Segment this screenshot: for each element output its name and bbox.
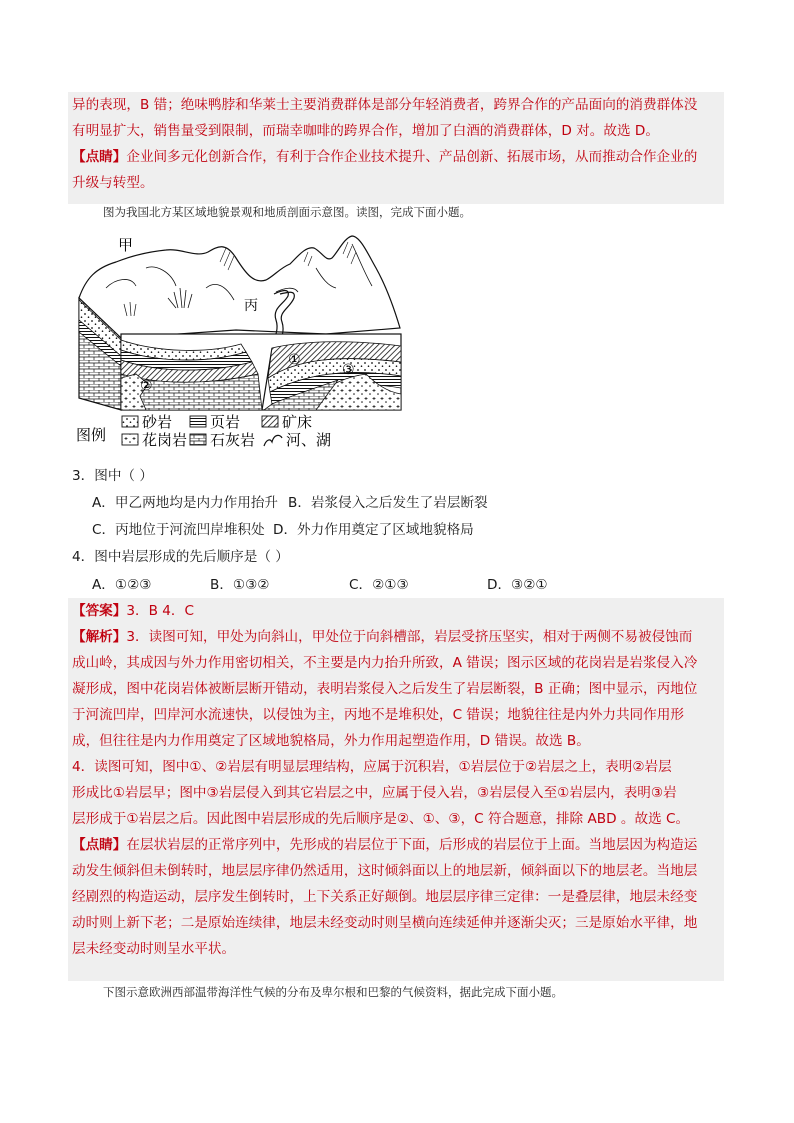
answer-tag: 【答案】 [72, 603, 127, 619]
prev-analysis-line: 有明显扩大，销售量受到限制，而瑞幸咖啡的跨界合作，增加了白酒的消费群体，D 对。故选 D。 [72, 123, 659, 139]
label-layer-1: ① [288, 352, 301, 368]
dianjing-paragraph [72, 144, 697, 170]
dianjing-tag: 【点睛】 [72, 149, 127, 165]
legend-ore-swatch [262, 416, 278, 427]
question-4-option-c[interactable]: C．②①③ [349, 577, 409, 593]
label-layer-3: ③ [342, 362, 355, 378]
question-3-option-d[interactable]: D．外力作用奠定了区域地貌格局 [273, 522, 474, 538]
analysis-line: 成山岭，其成因与外力作用密切相关，不主要是内力抬升所致，A 错误；图示区域的花岗岩是岩浆侵入冷 [72, 655, 698, 671]
label-jia: 甲 [118, 236, 134, 254]
answer-text: 3．B 4．C [126, 603, 194, 619]
question-4-option-b[interactable]: B．①③② [210, 577, 270, 593]
dianjing-paragraph [72, 832, 697, 858]
question-3-option-c[interactable]: C．丙地位于河流凹岸堆积处 [92, 522, 265, 538]
legend-river-label: 河、湖 [286, 431, 332, 449]
label-bing: 丙 [244, 298, 258, 314]
analysis-line: 成，但往往是内力作用奠定了区域地貌格局，外力作用起塑造作用，D 错误。故选 B。 [72, 733, 590, 749]
dianjing-text: 动时则上新下老；二是原始连续律，地层未经变动时则呈横向连续延伸并逐渐尖灭；三是原始水平律，地 [72, 915, 698, 931]
question-3-option-a[interactable]: A．甲乙两地均是内力作用抬升 [92, 495, 279, 511]
question-3-stem: 3．图中（ ） [72, 468, 153, 484]
legend-shale-swatch [190, 416, 206, 427]
legend-granite-swatch [122, 434, 138, 445]
question-4-stem: 4．图中岩层形成的先后顺序是（ ） [72, 549, 289, 565]
analysis-line: 凝形成，图中花岗岩体被断层断开错动，表明岩浆侵入之后发生了岩层断裂，B 正确；图中显示，丙地位 [72, 681, 698, 697]
legend-ore-label: 矿床 [282, 413, 313, 431]
dianjing-tag: 【点睛】 [72, 837, 127, 853]
legend-limestone-label: 石灰岩 [210, 431, 256, 449]
analysis-line: 于河流凹岸，凹岸河水流速快，以侵蚀为主，丙地不是堆积处，C 错误；地貌往往是内外力共同作用形 [72, 707, 684, 723]
question-3-option-b[interactable]: B．岩浆侵入之后发生了岩层断裂 [288, 495, 488, 511]
figure-legend [76, 413, 331, 449]
dianjing-text: 企业间多元化创新合作，有利于合作企业技术提升、产品创新、拓展市场，从而推动合作企业的 [126, 149, 698, 165]
analysis-line: 4．读图可知，图中①、②岩层有明显层理结构，应属于沉积岩，①岩层位于②岩层之上，表明②岩层 [72, 759, 672, 775]
legend-limestone-swatch [190, 434, 206, 445]
analysis-line: 形成比①岩层早；图中③岩层侵入到其它岩层之中，应属于侵入岩，③岩层侵入至①岩层内，表明③岩 [72, 785, 677, 801]
dianjing-text: 经剧烈的构造运动，层序发生倒转时，上下关系正好颠倒。地层层序律三定律：一是叠层律，地层未经变 [72, 889, 698, 905]
river-lake-icon [264, 435, 282, 446]
analysis-line: 3．读图可知，甲处为向斜山，甲处位于向斜槽部，岩层受挤压坚实，相对于两侧不易被侵蚀而 [126, 629, 693, 645]
analysis-line: 层形成于①岩层之后。因此图中岩层形成的先后顺序是②、①、③，C 符合题意，排除 ABD 。故选 C。 [72, 811, 690, 827]
answer-line [72, 598, 194, 624]
legend-granite-label: 花岗岩 [142, 431, 188, 449]
question-4-option-a[interactable]: A．①②③ [92, 577, 152, 593]
dianjing-text: 在层状岩层的正常序列中，先形成的岩层位于下面，后形成的岩层位于上面。当地层因为构造运 [126, 837, 698, 853]
legend-sandstone-swatch [122, 416, 138, 427]
dianjing-text: 动发生倾斜但未倒转时，地层层序律仍然适用，这时倾斜面以上的地层新，倾斜面以下的地层老。当地层 [72, 863, 698, 879]
label-layer-2: ② [140, 378, 153, 394]
dianjing-text: 升级与转型。 [72, 175, 154, 191]
legend-shale-label: 页岩 [210, 413, 241, 431]
dianjing-text: 层未经变动时则呈水平状。 [72, 941, 236, 957]
question-intro: 图为我国北方某区域地貌景观和地质剖面示意图。读图，完成下面小题。 [103, 205, 471, 219]
legend-title: 图例 [76, 426, 107, 444]
question-intro: 下图示意欧洲西部温带海洋性气候的分布及卑尔根和巴黎的气候资料，据此完成下面小题。 [103, 985, 563, 999]
analysis-tag: 【解析】 [72, 629, 127, 645]
legend-sandstone-label: 砂岩 [142, 413, 173, 431]
analysis-paragraph [72, 624, 692, 650]
geologic-section-figure [76, 228, 406, 456]
prev-analysis-line: 异的表现，B 错；绝味鸭脖和华莱士主要消费群体是部分年轻消费者，跨界合作的产品面向的消费群体没 [72, 97, 698, 113]
question-4-option-d[interactable]: D．③②① [487, 577, 548, 593]
